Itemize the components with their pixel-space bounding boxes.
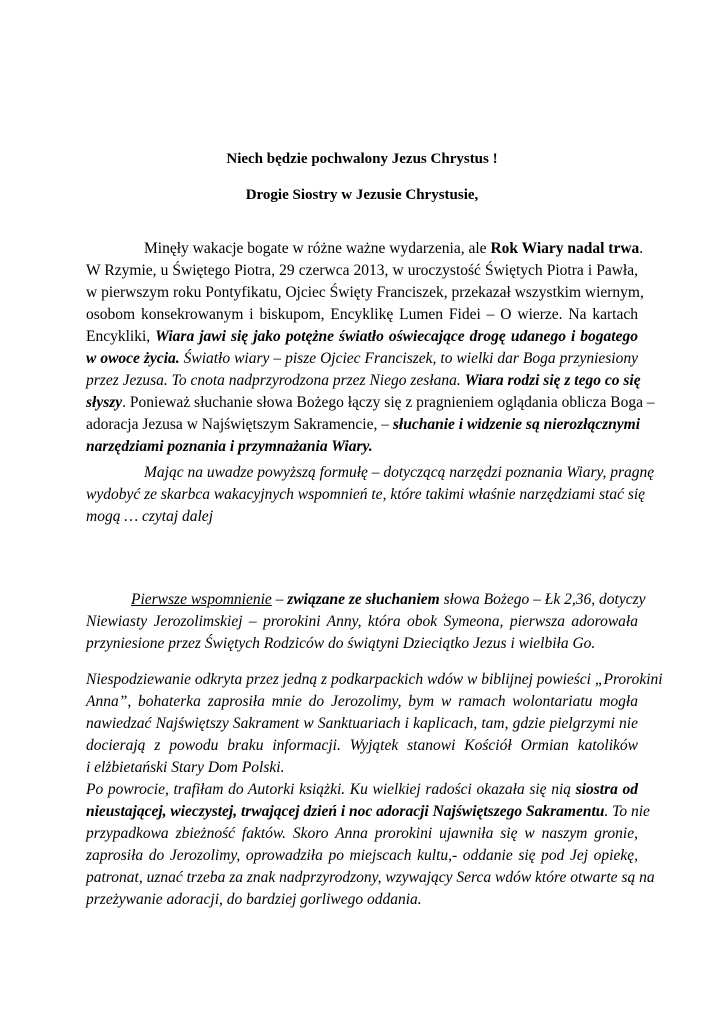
- text-line: Anna”, bohaterka zaprosiła mnie do Jerozolimy, bym w ramach wolontariatu mogła: [86, 693, 638, 710]
- text-line: Po powrocie, trafiłam do Autorki książki. Ku wielkiej radości okazała się nią siostra od: [86, 781, 638, 798]
- text-line: nieustającej, wieczystej, trwającej dzień i noc adoracji Najświętszego Sakramentu. To nie: [86, 803, 650, 820]
- text-line: Mając na uwadze powyższą formułę – dotyczącą narzędzi poznania Wiary, pragnę: [144, 464, 655, 481]
- text-line: adoracja Jezusa w Najświętszym Sakramencie, – słuchanie i widzenie są nierozłącznymi: [86, 416, 641, 433]
- text-line: patronat, uznać trzeba za znak nadprzyrodzony, wzywający Serca wdów które otwarte są na: [86, 869, 655, 886]
- paragraph-intro: [86, 462, 655, 528]
- text-line: docierają z powodu braku informacji. Wyjątek stanowi Kościół Ormian katolików: [86, 737, 638, 754]
- text-line: osobom konsekrowanym i biskupom, Encyklikę Lumen Fidei – O wierze. Na kartach: [86, 306, 638, 323]
- text-line: w pierwszym roku Pontyfikatu, Ojciec Święty Franciszek, przekazał wszystkim wiernym,: [86, 284, 644, 301]
- text-line: i elżbietański Stary Dom Polski.: [86, 759, 285, 776]
- text-line: przez Jezusa. To cnota nadprzyrodzona przez Niego zesłana. Wiara rodzi się z tego co się: [86, 372, 641, 389]
- text-line: Niespodziewanie odkryta przez jedną z podkarpackich wdów w biblijnej powieści „Prorokini: [86, 671, 663, 688]
- text-line: przypadkowa zbieżność faktów. Skoro Anna prorokini ujawniła się w naszym gronie,: [86, 825, 638, 842]
- text-line: Pierwsze wspomnienie – związane ze słuchaniem słowa Bożego – Łk 2,36, dotyczy: [131, 591, 646, 608]
- text-line: W Rzymie, u Świętego Piotra, 29 czerwca 2013, w uroczystość Świętych Piotra i Pawła,: [86, 262, 638, 279]
- text-line: w owoce życia. Światło wiary – pisze Ojciec Franciszek, to wielki dar Boga przyniesiony: [86, 350, 638, 367]
- text-line: Niewiasty Jerozolimskiej – prorokini Anny, która obok Symeona, pierwsza adorowała: [86, 613, 638, 630]
- text-line: wydobyć ze skarbca wakacyjnych wspomnień te, które takimi właśnie narzędziami stać się: [86, 486, 646, 503]
- text-line: przeżywanie adoracji, do bardziej gorliwego oddania.: [86, 891, 422, 908]
- text-line: mogą … czytaj dalej: [86, 508, 213, 525]
- text-line: Minęły wakacje bogate w różne ważne wydarzenia, ale Rok Wiary nadal trwa.: [144, 240, 644, 257]
- greeting: Niech będzie pochwalony Jezus Chrystus !: [226, 151, 498, 167]
- salutation: Drogie Siostry w Jezusie Chrystusie,: [245, 187, 479, 203]
- paragraph-prorokini-anna: [86, 669, 663, 911]
- text-line: narzędziami poznania i przymnażania Wiary.: [86, 438, 373, 455]
- text-line: Encykliki, Wiara jawi się jako potężne światło oświecające drogę udanego i bogatego: [86, 328, 638, 345]
- text-line: zaprosiła do Jerozolimy, oprowadziła po miejscach kultu,- oddanie się pod Jej opiekę,: [86, 847, 638, 864]
- text-line: nawiedzać Najświętszy Sakrament w Sanktuariach i kaplicach, tam, gdzie pielgrzymi nie: [86, 715, 638, 732]
- paragraph-rok-wiary: [86, 238, 655, 458]
- text-line: przyniesione przez Świętych Rodziców do świątyni Dzieciątko Jezus i wielbiła Go.: [86, 635, 596, 652]
- paragraph-first-memory: [86, 589, 646, 655]
- first-memory-heading: Pierwsze wspomnienie: [131, 591, 272, 608]
- text-line: słyszy. Ponieważ słuchanie słowa Bożego łączy się z pragnieniem oglądania oblicza Boga –: [86, 394, 655, 411]
